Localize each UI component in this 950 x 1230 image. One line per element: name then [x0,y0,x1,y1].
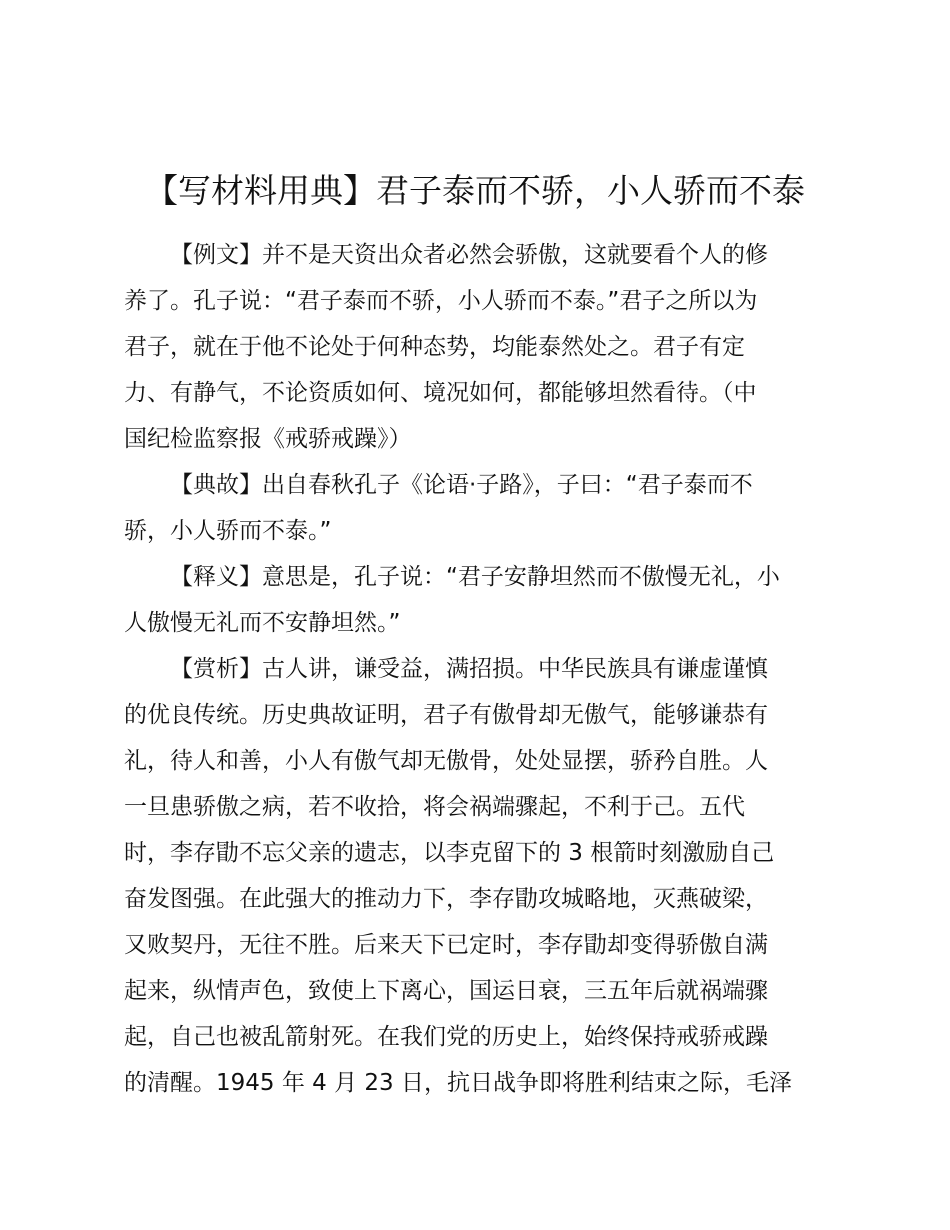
paragraph-line: 时，李存勖不忘父亲的遗志，以李克留下的 3 根箭时刻激励自己 [124,840,775,866]
paragraph-line: 礼，待人和善，小人有傲气却无傲骨，处处显摆，骄矜自胜。人 [124,748,768,774]
paragraph-line: 的优良传统。历史典故证明，君子有傲骨却无傲气，能够谦恭有 [124,702,768,728]
paragraph-line: 【典故】出自春秋孔子《论语·子路》，子曰：“君子泰而不 [170,472,753,498]
paragraph-line: 君子，就在于他不论处于何种态势，均能泰然处之。君子有定 [124,334,745,360]
paragraph-line: 起来，纵情声色，致使上下离心，国运日衰，三五年后就祸端骤 [124,978,768,1004]
document-title: 【写材料用典】君子泰而不骄，小人骄而不泰 [145,171,805,210]
paragraph-line: 【赏析】古人讲，谦受益，满招损。中华民族具有谦虚谨慎 [170,656,768,682]
paragraph-line: 养了。孔子说：“君子泰而不骄，小人骄而不泰。”君子之所以为 [124,288,758,314]
paragraph-line: 一旦患骄傲之病，若不收拾，将会祸端骤起，不利于己。五代 [124,794,745,820]
paragraph-line: 【例文】并不是天资出众者必然会骄傲，这就要看个人的修 [170,242,768,268]
paragraph-line: 骄，小人骄而不泰。” [124,518,332,544]
document-body [124,232,832,1106]
paragraph-line: 又败契丹，无往不胜。后来天下已定时，李存勖却变得骄傲自满 [124,932,768,958]
paragraph-line: 【释义】意思是，孔子说：“君子安静坦然而不傲慢无礼，小 [170,564,780,590]
paragraph-line: 力、有静气，不论资质如何、境况如何，都能够坦然看待。（中 [124,380,757,406]
paragraph-line: 起，自己也被乱箭射死。在我们党的历史上，始终保持戒骄戒躁 [124,1024,768,1050]
paragraph-line: 人傲慢无礼而不安静坦然。” [124,610,401,636]
paragraph-line: 国纪检监察报《戒骄戒躁》） [124,426,412,452]
paragraph-line: 的清醒。1945 年 4 月 23 日，抗日战争即将胜利结束之际，毛泽 [124,1070,792,1096]
paragraph-line: 奋发图强。在此强大的推动力下，李存勖攻城略地，灭燕破梁， [124,886,768,912]
